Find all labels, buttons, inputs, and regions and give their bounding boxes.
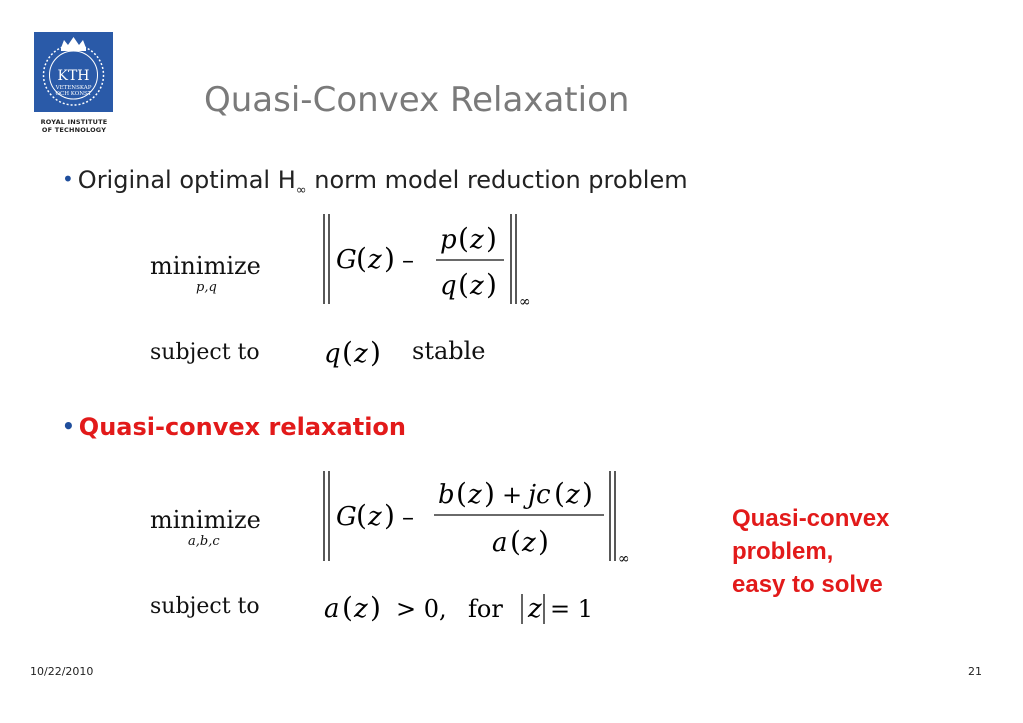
svg-text:–: – (402, 246, 414, 274)
bullet-original-problem (62, 166, 688, 198)
svg-text:G: G (336, 502, 357, 532)
svg-text:(: ( (342, 336, 353, 369)
svg-text:(: ( (458, 268, 469, 301)
svg-text:z: z (528, 594, 542, 624)
logo-caption (34, 118, 114, 134)
objective-formula-1 (318, 210, 548, 310)
minimize-sub-1: p,q (196, 280, 217, 295)
bullet-text: Quasi-convex relaxation (78, 413, 406, 441)
svg-text:z: z (566, 480, 580, 510)
note-line2: problem, (732, 538, 834, 565)
constraint-gt: > 0, (396, 595, 447, 623)
svg-text:(: ( (456, 477, 467, 510)
subject-to-label-2: subject to (150, 594, 260, 619)
svg-text:jc: jc (528, 480, 551, 510)
svg-text:a: a (324, 594, 340, 624)
svg-text:z: z (354, 594, 368, 624)
slide-title: Quasi-Convex Relaxation (204, 80, 630, 120)
svg-text:–: – (402, 503, 414, 531)
svg-text:(: ( (356, 499, 367, 532)
svg-text:∞: ∞ (618, 551, 630, 567)
crown-icon (34, 32, 113, 112)
svg-text:): ) (384, 242, 395, 275)
logo-line1: VETENSKAP (55, 85, 92, 91)
note-line3: easy to solve (732, 571, 883, 598)
quasi-convex-note (732, 502, 889, 601)
svg-text:z: z (368, 245, 382, 275)
svg-text:): ) (486, 268, 497, 301)
bullet-dot: • (62, 414, 75, 438)
subject-to-label-1: subject to (150, 340, 260, 365)
svg-text:z: z (468, 480, 482, 510)
svg-text:(: ( (458, 222, 469, 255)
constraint-formula-1 (322, 333, 402, 373)
kth-crest (34, 32, 113, 112)
minimize-sub-2: a,b,c (188, 534, 220, 549)
constraint-rhs: = 1 (550, 595, 594, 623)
svg-text:z: z (470, 225, 484, 255)
svg-text:(: ( (510, 525, 521, 558)
bullet-text-prefix: Original optimal H (77, 166, 296, 194)
svg-text:): ) (538, 525, 549, 558)
svg-text:z: z (522, 528, 536, 558)
svg-text:z: z (368, 502, 382, 532)
bullet-text-suffix: norm model reduction problem (306, 166, 688, 194)
stable-label: stable (412, 337, 486, 365)
footer-date: 10/22/2010 (30, 665, 94, 678)
svg-text:): ) (486, 222, 497, 255)
svg-text:(: ( (356, 242, 367, 275)
svg-text:): ) (370, 336, 381, 369)
svg-text:(: ( (342, 591, 353, 624)
svg-text:z: z (354, 339, 368, 369)
svg-text:b: b (438, 480, 455, 510)
minimize-label-1: minimize (150, 252, 261, 280)
svg-text:): ) (582, 477, 593, 510)
svg-text:): ) (384, 499, 395, 532)
svg-text:(: ( (554, 477, 565, 510)
svg-text:G: G (336, 245, 357, 275)
minimize-label-2: minimize (150, 506, 261, 534)
bullet-quasi-convex (62, 413, 406, 441)
logo-caption-line1: ROYAL INSTITUTE (40, 118, 108, 126)
svg-text:): ) (484, 477, 495, 510)
svg-text:+: + (502, 481, 523, 509)
bullet-dot: • (62, 167, 74, 191)
logo-line2: OCH KONST (55, 91, 92, 97)
objective-formula-2 (318, 467, 648, 567)
logo-caption-line2: OF TECHNOLOGY (41, 126, 107, 134)
logo-name: KTH (57, 68, 90, 84)
constraint-formula-2 (322, 588, 612, 628)
bullet-text-sub: ∞ (295, 182, 307, 198)
svg-text:∞: ∞ (519, 294, 531, 310)
kth-logo (34, 32, 114, 136)
svg-text:): ) (370, 591, 381, 624)
svg-text:q: q (324, 339, 341, 369)
svg-text:z: z (470, 271, 484, 301)
page-number: 21 (968, 665, 982, 678)
note-line1: Quasi-convex (732, 505, 890, 532)
constraint-for: for (468, 595, 503, 623)
svg-text:a: a (492, 528, 508, 558)
svg-text:q: q (440, 271, 457, 301)
svg-text:p: p (440, 225, 457, 255)
